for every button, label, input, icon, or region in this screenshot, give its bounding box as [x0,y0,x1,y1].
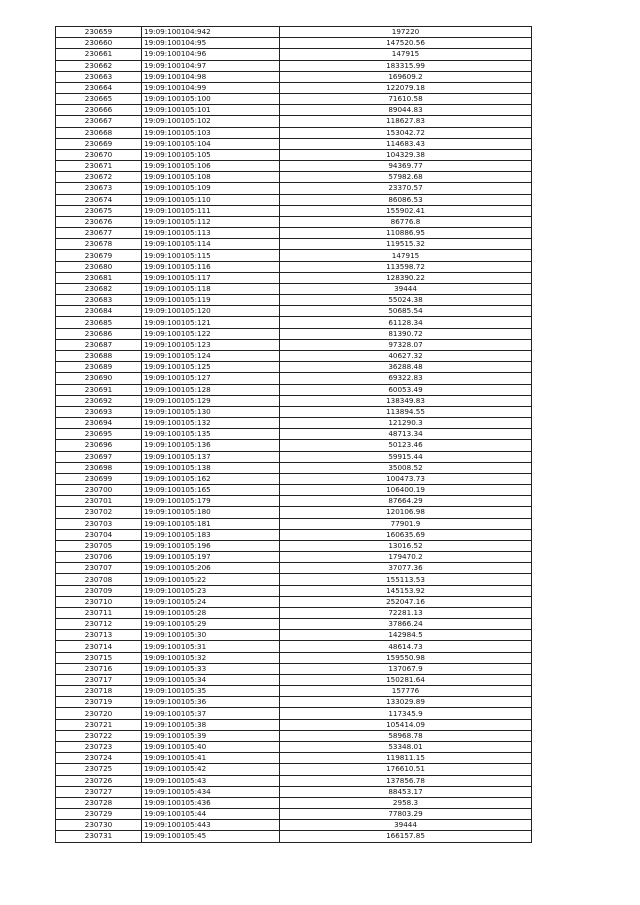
cell-id: 230699 [56,473,142,484]
cell-value: 110886.95 [280,228,532,239]
table-row [56,38,532,49]
cell-id: 230662 [56,60,142,71]
cell-timestamp: 19:09:100105:22 [142,574,280,585]
table-row [56,786,532,797]
cell-value: 86086.53 [280,194,532,205]
cell-timestamp: 19:09:100105:113 [142,228,280,239]
table-row [56,451,532,462]
table-row [56,149,532,160]
cell-timestamp: 19:09:100105:124 [142,350,280,361]
cell-timestamp: 19:09:100105:130 [142,406,280,417]
cell-value: 89044.83 [280,105,532,116]
table-row [56,708,532,719]
table-row [56,607,532,618]
cell-id: 230680 [56,261,142,272]
cell-id: 230668 [56,127,142,138]
cell-timestamp: 19:09:100105:36 [142,697,280,708]
cell-id: 230721 [56,719,142,730]
table-row [56,138,532,149]
cell-id: 230671 [56,161,142,172]
cell-timestamp: 19:09:100105:137 [142,451,280,462]
cell-id: 230707 [56,563,142,574]
cell-id: 230685 [56,317,142,328]
table-row [56,485,532,496]
cell-value: 36288.48 [280,362,532,373]
table-row [56,317,532,328]
table-row [56,216,532,227]
cell-id: 230706 [56,552,142,563]
cell-value: 113598.72 [280,261,532,272]
cell-timestamp: 19:09:100105:114 [142,239,280,250]
cell-id: 230666 [56,105,142,116]
table-row [56,540,532,551]
table-row [56,261,532,272]
table-row [56,674,532,685]
cell-id: 230728 [56,797,142,808]
cell-timestamp: 19:09:100105:33 [142,663,280,674]
cell-timestamp: 19:09:100105:183 [142,529,280,540]
cell-timestamp: 19:09:100105:34 [142,674,280,685]
table-row [56,652,532,663]
cell-value: 159550.98 [280,652,532,663]
cell-id: 230679 [56,250,142,261]
cell-value: 119811.15 [280,753,532,764]
cell-value: 77901.9 [280,518,532,529]
table-row [56,697,532,708]
cell-id: 230722 [56,730,142,741]
cell-timestamp: 19:09:100105:30 [142,630,280,641]
cell-value: 137067.9 [280,663,532,674]
cell-value: 48614.73 [280,641,532,652]
table-row [56,809,532,820]
cell-timestamp: 19:09:100105:443 [142,820,280,831]
cell-id: 230660 [56,38,142,49]
cell-timestamp: 19:09:100105:135 [142,429,280,440]
cell-id: 230669 [56,138,142,149]
cell-timestamp: 19:09:100105:35 [142,686,280,697]
table-row [56,730,532,741]
table-row [56,742,532,753]
cell-timestamp: 19:09:100105:128 [142,384,280,395]
table-row [56,105,532,116]
cell-id: 230687 [56,339,142,350]
cell-timestamp: 19:09:100105:109 [142,183,280,194]
table-row [56,563,532,574]
cell-id: 230715 [56,652,142,663]
cell-id: 230659 [56,27,142,38]
cell-value: 106400.19 [280,485,532,496]
table-row [56,49,532,60]
table-row [56,686,532,697]
cell-value: 39444 [280,283,532,294]
cell-value: 69322.83 [280,373,532,384]
cell-value: 183315.99 [280,60,532,71]
cell-value: 137856.78 [280,775,532,786]
table-row [56,507,532,518]
cell-id: 230686 [56,328,142,339]
cell-id: 230695 [56,429,142,440]
cell-value: 61128.34 [280,317,532,328]
table-row [56,27,532,38]
cell-value: 179470.2 [280,552,532,563]
cell-timestamp: 19:09:100105:115 [142,250,280,261]
cell-value: 58968.78 [280,730,532,741]
cell-id: 230703 [56,518,142,529]
cell-value: 147520.56 [280,38,532,49]
table-row [56,295,532,306]
cell-timestamp: 19:09:100105:29 [142,619,280,630]
table-row [56,663,532,674]
cell-timestamp: 19:09:100104:942 [142,27,280,38]
cell-id: 230663 [56,71,142,82]
cell-timestamp: 19:09:100105:101 [142,105,280,116]
cell-timestamp: 19:09:100105:23 [142,585,280,596]
cell-value: 97328.07 [280,339,532,350]
cell-value: 53348.01 [280,742,532,753]
cell-timestamp: 19:09:100104:97 [142,60,280,71]
cell-timestamp: 19:09:100105:165 [142,485,280,496]
cell-timestamp: 19:09:100105:436 [142,797,280,808]
cell-value: 120106.98 [280,507,532,518]
cell-value: 114683.43 [280,138,532,149]
table-row [56,239,532,250]
table-row [56,574,532,585]
cell-id: 230731 [56,831,142,842]
cell-value: 121290.3 [280,418,532,429]
cell-value: 71610.58 [280,94,532,105]
table-row [56,552,532,563]
cell-timestamp: 19:09:100105:41 [142,753,280,764]
cell-id: 230709 [56,585,142,596]
cell-value: 35008.52 [280,462,532,473]
cell-timestamp: 19:09:100105:127 [142,373,280,384]
table-row [56,406,532,417]
cell-id: 230729 [56,809,142,820]
cell-value: 252047.16 [280,596,532,607]
table-row [56,641,532,652]
data-table [55,26,532,843]
cell-value: 59915.44 [280,451,532,462]
cell-value: 147915 [280,49,532,60]
cell-id: 230690 [56,373,142,384]
cell-id: 230713 [56,630,142,641]
cell-timestamp: 19:09:100105:206 [142,563,280,574]
cell-id: 230717 [56,674,142,685]
cell-value: 138349.83 [280,395,532,406]
cell-timestamp: 19:09:100104:99 [142,82,280,93]
cell-value: 147915 [280,250,532,261]
table-row [56,585,532,596]
cell-value: 40627.32 [280,350,532,361]
cell-timestamp: 19:09:100105:111 [142,205,280,216]
cell-timestamp: 19:09:100105:434 [142,786,280,797]
table-row [56,719,532,730]
cell-id: 230698 [56,462,142,473]
table-row [56,473,532,484]
table-row [56,496,532,507]
cell-value: 153042.72 [280,127,532,138]
cell-timestamp: 19:09:100105:122 [142,328,280,339]
table-row [56,775,532,786]
table-row [56,71,532,82]
cell-id: 230684 [56,306,142,317]
table-row [56,418,532,429]
cell-timestamp: 19:09:100105:100 [142,94,280,105]
cell-id: 230677 [56,228,142,239]
cell-id: 230712 [56,619,142,630]
cell-timestamp: 19:09:100105:112 [142,216,280,227]
cell-id: 230705 [56,540,142,551]
table-row [56,831,532,842]
cell-value: 81390.72 [280,328,532,339]
cell-timestamp: 19:09:100105:162 [142,473,280,484]
cell-id: 230720 [56,708,142,719]
table-row [56,753,532,764]
cell-value: 133029.89 [280,697,532,708]
cell-timestamp: 19:09:100105:105 [142,149,280,160]
cell-value: 77803.29 [280,809,532,820]
table-row [56,630,532,641]
table-row [56,529,532,540]
table-row [56,306,532,317]
cell-id: 230702 [56,507,142,518]
cell-id: 230665 [56,94,142,105]
cell-value: 55024.38 [280,295,532,306]
cell-value: 57982.68 [280,172,532,183]
cell-timestamp: 19:09:100105:136 [142,440,280,451]
cell-timestamp: 19:09:100105:31 [142,641,280,652]
cell-timestamp: 19:09:100105:196 [142,540,280,551]
cell-timestamp: 19:09:100105:28 [142,607,280,618]
table-row [56,440,532,451]
cell-value: 2958.3 [280,797,532,808]
cell-value: 122079.18 [280,82,532,93]
cell-value: 128390.22 [280,272,532,283]
cell-value: 94369.77 [280,161,532,172]
table-row [56,619,532,630]
cell-timestamp: 19:09:100105:117 [142,272,280,283]
table-row [56,350,532,361]
cell-value: 145153.92 [280,585,532,596]
table-row [56,94,532,105]
cell-id: 230688 [56,350,142,361]
table-row [56,328,532,339]
table-body [56,27,532,843]
cell-id: 230681 [56,272,142,283]
cell-value: 104329.38 [280,149,532,160]
cell-value: 155902.41 [280,205,532,216]
cell-value: 13016.52 [280,540,532,551]
table-row [56,462,532,473]
cell-id: 230694 [56,418,142,429]
table-row [56,60,532,71]
table-row [56,797,532,808]
table-row [56,764,532,775]
cell-id: 230674 [56,194,142,205]
cell-timestamp: 19:09:100105:108 [142,172,280,183]
cell-timestamp: 19:09:100105:40 [142,742,280,753]
cell-id: 230670 [56,149,142,160]
cell-value: 48713.34 [280,429,532,440]
cell-id: 230711 [56,607,142,618]
cell-id: 230725 [56,764,142,775]
cell-id: 230678 [56,239,142,250]
table-row [56,172,532,183]
table-row [56,283,532,294]
cell-timestamp: 19:09:100105:116 [142,261,280,272]
cell-value: 88453.17 [280,786,532,797]
cell-timestamp: 19:09:100105:110 [142,194,280,205]
cell-value: 100473.73 [280,473,532,484]
cell-value: 60053.49 [280,384,532,395]
cell-value: 117345.9 [280,708,532,719]
cell-timestamp: 19:09:100105:138 [142,462,280,473]
cell-timestamp: 19:09:100105:125 [142,362,280,373]
cell-value: 150281.64 [280,674,532,685]
cell-timestamp: 19:09:100105:102 [142,116,280,127]
cell-value: 105414.09 [280,719,532,730]
cell-timestamp: 19:09:100105:129 [142,395,280,406]
cell-id: 230701 [56,496,142,507]
table-row [56,250,532,261]
cell-value: 86776.8 [280,216,532,227]
table-row [56,116,532,127]
cell-id: 230718 [56,686,142,697]
cell-timestamp: 19:09:100104:95 [142,38,280,49]
cell-id: 230693 [56,406,142,417]
cell-timestamp: 19:09:100105:32 [142,652,280,663]
cell-timestamp: 19:09:100105:104 [142,138,280,149]
cell-timestamp: 19:09:100105:43 [142,775,280,786]
table-row [56,820,532,831]
cell-timestamp: 19:09:100105:197 [142,552,280,563]
table-row [56,362,532,373]
cell-id: 230696 [56,440,142,451]
cell-timestamp: 19:09:100105:38 [142,719,280,730]
cell-timestamp: 19:09:100105:119 [142,295,280,306]
table-row [56,429,532,440]
cell-id: 230724 [56,753,142,764]
cell-id: 230689 [56,362,142,373]
cell-timestamp: 19:09:100105:103 [142,127,280,138]
cell-value: 169609.2 [280,71,532,82]
table-row [56,183,532,194]
cell-id: 230719 [56,697,142,708]
cell-value: 157776 [280,686,532,697]
cell-value: 160635.69 [280,529,532,540]
cell-timestamp: 19:09:100105:37 [142,708,280,719]
cell-id: 230692 [56,395,142,406]
cell-value: 50123.46 [280,440,532,451]
cell-id: 230672 [56,172,142,183]
cell-value: 39444 [280,820,532,831]
table-row [56,161,532,172]
cell-timestamp: 19:09:100105:24 [142,596,280,607]
cell-timestamp: 19:09:100105:39 [142,730,280,741]
cell-timestamp: 19:09:100105:42 [142,764,280,775]
cell-id: 230727 [56,786,142,797]
table-row [56,82,532,93]
cell-id: 230667 [56,116,142,127]
cell-timestamp: 19:09:100104:96 [142,49,280,60]
cell-value: 23370.57 [280,183,532,194]
cell-timestamp: 19:09:100105:179 [142,496,280,507]
cell-value: 118627.83 [280,116,532,127]
cell-id: 230673 [56,183,142,194]
cell-timestamp: 19:09:100105:106 [142,161,280,172]
cell-value: 119515.32 [280,239,532,250]
cell-id: 230710 [56,596,142,607]
cell-value: 155113.53 [280,574,532,585]
cell-id: 230730 [56,820,142,831]
cell-id: 230682 [56,283,142,294]
cell-id: 230700 [56,485,142,496]
cell-value: 113894.55 [280,406,532,417]
table-row [56,596,532,607]
cell-value: 176610.51 [280,764,532,775]
table-row [56,194,532,205]
table-row [56,272,532,283]
cell-timestamp: 19:09:100105:120 [142,306,280,317]
cell-id: 230683 [56,295,142,306]
cell-id: 230676 [56,216,142,227]
cell-value: 166157.85 [280,831,532,842]
cell-timestamp: 19:09:100104:98 [142,71,280,82]
cell-value: 72281.13 [280,607,532,618]
table-row [56,205,532,216]
cell-id: 230691 [56,384,142,395]
table-row [56,384,532,395]
cell-timestamp: 19:09:100105:132 [142,418,280,429]
cell-timestamp: 19:09:100105:180 [142,507,280,518]
cell-id: 230664 [56,82,142,93]
table-row [56,339,532,350]
cell-id: 230716 [56,663,142,674]
cell-value: 37866.24 [280,619,532,630]
cell-id: 230723 [56,742,142,753]
table-row [56,373,532,384]
cell-timestamp: 19:09:100105:121 [142,317,280,328]
cell-value: 142984.5 [280,630,532,641]
table-row [56,518,532,529]
cell-value: 87664.29 [280,496,532,507]
cell-id: 230675 [56,205,142,216]
cell-value: 37077.36 [280,563,532,574]
cell-id: 230708 [56,574,142,585]
cell-id: 230726 [56,775,142,786]
cell-timestamp: 19:09:100105:45 [142,831,280,842]
cell-id: 230697 [56,451,142,462]
table-row [56,395,532,406]
cell-id: 230661 [56,49,142,60]
cell-value: 197220 [280,27,532,38]
table-row [56,127,532,138]
cell-timestamp: 19:09:100105:118 [142,283,280,294]
cell-id: 230704 [56,529,142,540]
cell-value: 50685.54 [280,306,532,317]
table-row [56,228,532,239]
cell-timestamp: 19:09:100105:123 [142,339,280,350]
cell-timestamp: 19:09:100105:44 [142,809,280,820]
cell-timestamp: 19:09:100105:181 [142,518,280,529]
cell-id: 230714 [56,641,142,652]
